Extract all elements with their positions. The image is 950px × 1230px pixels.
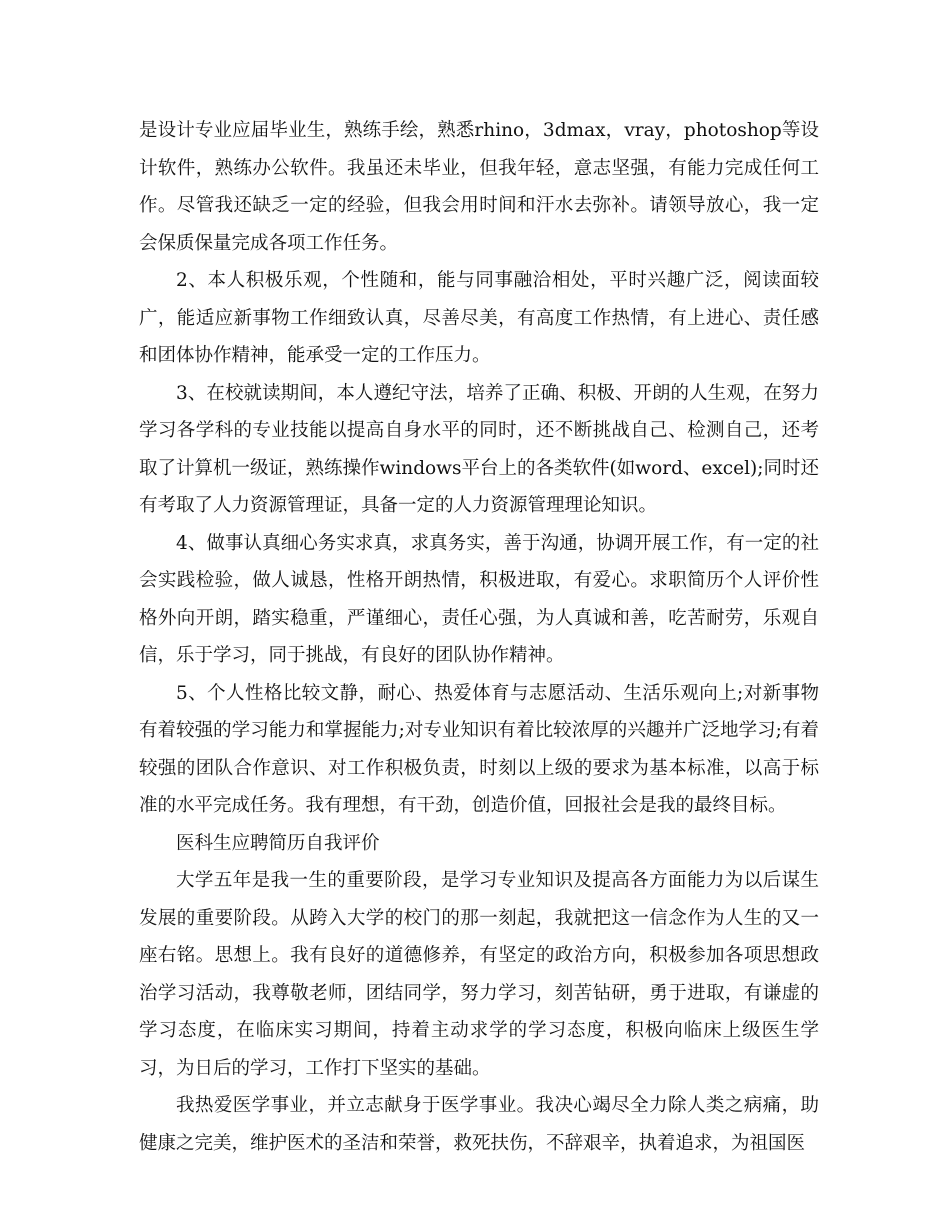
paragraph-item-4: 4、做事认真细心务实求真，求真务实，善于沟通，协调开展工作，有一定的社会实践检验，做人诚恳，性格开朗热情，积极进取，有爱心。求职简历个人评价性格外向开朗，踏实稳重，严谨细心，责任心强，为人真诚和善，吃苦耐劳，乐观自信，乐于学习，同于挑战，有良好的团队协作精神。 (139, 532, 819, 666)
section-heading: 医科生应聘简历自我评价 (176, 832, 380, 854)
document-body (139, 112, 819, 1162)
paragraph-intro: 是设计专业应届毕业生，熟练手绘，熟悉rhino，3dmax，vray，photoshop等设计软件，熟练办公软件。我虽还未毕业，但我年轻，意志坚强，有能力完成任何工作。尽管我还缺乏一定的经验，但我会用时间和汗水去弥补。请领导放心，我一定会保质保量完成各项工作任务。 (139, 120, 819, 254)
paragraph-item-3: 3、在校就读期间，本人遵纪守法，培养了正确、积极、开朗的人生观，在努力学习各学科的专业技能以提高自身水平的同时，还不断挑战自己、检测自己，还考取了计算机一级证，熟练操作windows平台上的各类软件(如word、excel);同时还有考取了人力资源管理证，具备一定的人力资源管理理论知识。 (139, 382, 819, 516)
paragraph-medicine: 我热爱医学事业，并立志献身于医学事业。我决心竭尽全力除人类之病痛，助健康之完美，维护医术的圣洁和荣誉，救死扶伤，不辞艰辛，执着追求，为祖国医 (139, 1095, 819, 1154)
paragraph-item-5: 5、个人性格比较文静，耐心、热爱体育与志愿活动、生活乐观向上;对新事物有着较强的学习能力和掌握能力;对专业知识有着比较浓厚的兴趣并广泛地学习;有着较强的团队合作意识、对工作积极负责，时刻以上级的要求为基本标准，以高于标准的水平完成任务。我有理想，有干劲，创造价值，回报社会是我的最终目标。 (139, 682, 819, 816)
paragraph-item-2: 2、本人积极乐观，个性随和，能与同事融洽相处，平时兴趣广泛，阅读面较广，能适应新事物工作细致认真，尽善尽美，有高度工作热情，有上进心、责任感和团体协作精神，能承受一定的工作压力。 (139, 270, 819, 366)
paragraph-university: 大学五年是我一生的重要阶段，是学习专业知识及提高各方面能力为以后谋生发展的重要阶段。从跨入大学的校门的那一刻起，我就把这一信念作为人生的又一座右铭。思想上。我有良好的道德修养，有坚定的政治方向，积极参加各项思想政治学习活动，我尊敬老师，团结同学，努力学习，刻苦钻研，勇于进取，有谦虚的学习态度，在临床实习期间，持着主动求学的学习态度，积极向临床上级医生学习，为日后的学习，工作打下坚实的基础。 (139, 870, 819, 1079)
